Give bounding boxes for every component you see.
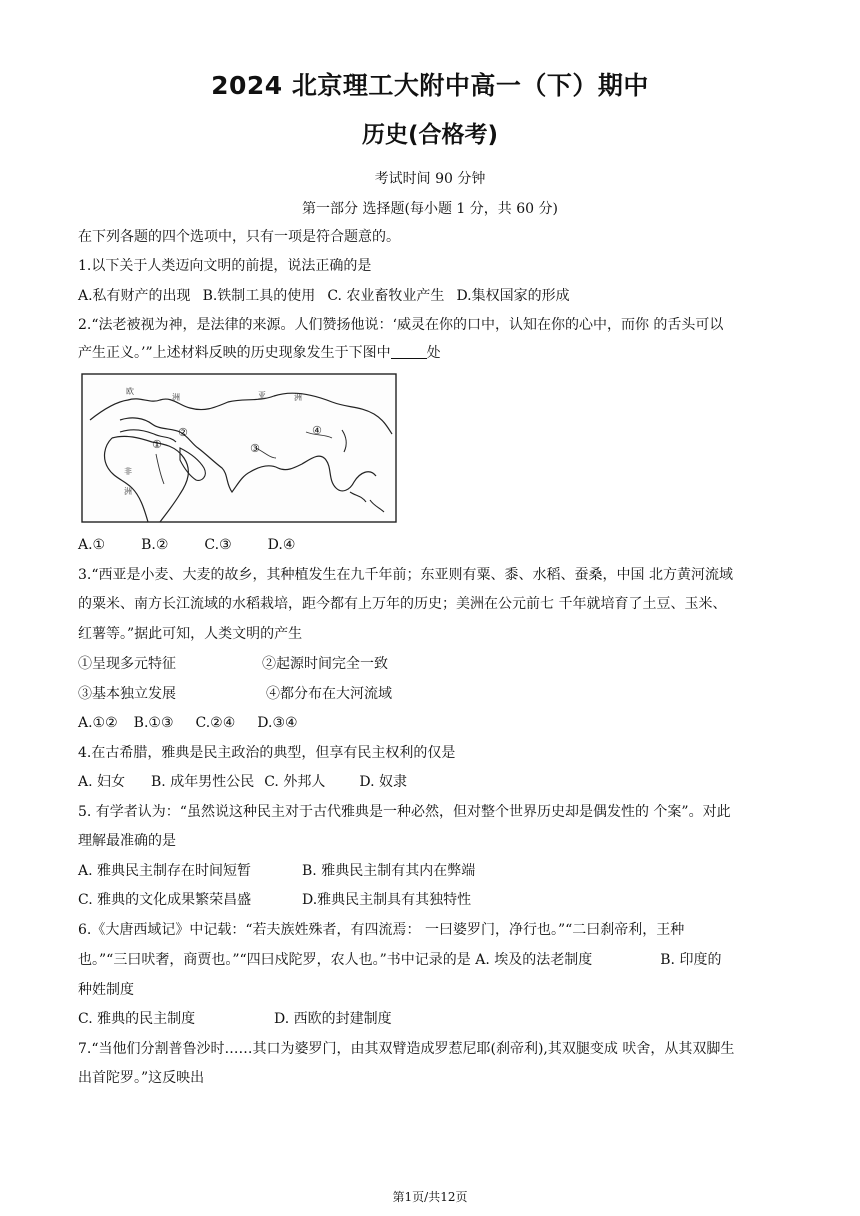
q3-option-b: B.①③ — [133, 715, 174, 731]
q1-option-a: A.私有财产的出现 — [78, 288, 191, 304]
q3-options — [78, 713, 784, 733]
map-marker-4: ④ — [312, 424, 322, 437]
world-map — [80, 372, 398, 524]
exam-subtitle: 历史(合格考) — [361, 122, 499, 148]
answer-blank — [391, 344, 427, 359]
q6-option-d: D. 西欧的封建制度 — [274, 1011, 392, 1027]
q3-option-d: D.③④ — [257, 715, 298, 731]
q2-option-c: C.③ — [204, 537, 232, 553]
q6-stem-line2 — [78, 950, 784, 970]
map-marker-2: ② — [178, 426, 188, 439]
q3-statement-3: ③基本独立发展 — [78, 686, 176, 702]
map-label-fei: 非 — [124, 467, 132, 476]
q4-stem: 4.在古希腊，雅典是民主政治的典型，但享有民主权利的仅是 — [78, 745, 456, 761]
q6-stem-line1: 6.《大唐西域记》中记载：“若夫族姓殊者，有四流焉： 一曰婆罗门，净行也。”“二曰刹帝利，王种 — [78, 922, 685, 938]
q2-stem-line1: 2.“法老被视为神，是法律的来源。人们赞扬他说：‘威灵在你的口中，认知在你的心中，而你 的舌头可以 — [78, 317, 724, 333]
q1-stem: 1.以下关于人类迈向文明的前提，说法正确的是 — [78, 258, 372, 274]
q2-option-d: D.④ — [267, 537, 296, 553]
q2-option-a: A.① — [78, 537, 106, 553]
q6-option-c: C. 雅典的民主制度 — [78, 1011, 196, 1027]
q4-options — [78, 772, 784, 792]
q5-option-d: D.雅典民主制具有其独特性 — [302, 892, 472, 908]
q1-options — [78, 286, 784, 306]
q5-option-c: C. 雅典的文化成果繁荣昌盛 — [78, 892, 252, 908]
map-label-zhou2: 洲 — [294, 393, 302, 402]
q1-option-b: B.铁制工具的使用 — [202, 288, 316, 304]
q2-options — [78, 535, 784, 555]
q3-statement-2: ②起源时间完全一致 — [262, 656, 388, 672]
q6-option-b-inline: B. 印度的 — [660, 952, 722, 968]
q6-option-a-inline: 也。”“三曰吠奢，商贾也。”“四曰戍陀罗，农人也。”书中记录的是 A. 埃及的法老制度 — [78, 952, 593, 968]
q5-option-a: A. 雅典民主制存在时间短暂 — [78, 863, 252, 879]
q5-option-b: B. 雅典民主制有其内在弊端 — [302, 863, 476, 879]
q1-option-c: C. 农业畜牧业产生 — [327, 288, 445, 304]
map-marker-3: ③ — [250, 442, 260, 455]
exam-title: 2024 北京理工大附中高一（下）期中 — [211, 71, 649, 100]
q7-stem-line1: 7.“当他们分割普鲁沙时……其口为婆罗门，由其双臂造成罗惹尼耶(刹帝利),其双腿变成 吠舍，从其双脚生 — [78, 1041, 735, 1057]
map-label-zhou1: 洲 — [172, 393, 180, 402]
q3-option-c: C.②④ — [195, 715, 236, 731]
q6-options-row2 — [78, 1009, 784, 1029]
q3-statement-1: ①呈现多元特征 — [78, 656, 176, 672]
q1-option-d: D.集权国家的形成 — [456, 288, 570, 304]
map-frame — [82, 374, 396, 522]
q3-statement-4: ④都分布在大河流域 — [266, 686, 392, 702]
part-title: 第一部分 选择题(每小题 1 分，共 60 分) — [302, 201, 558, 217]
q5-stem-line2: 理解最准确的是 — [78, 833, 176, 849]
exam-time: 考试时间 90 分钟 — [374, 171, 486, 187]
page-number: 第1页/共12页 — [392, 1190, 468, 1204]
q3-statements-row2 — [78, 684, 784, 704]
map-label-zhou3: 洲 — [124, 487, 132, 496]
instruction: 在下列各题的四个选项中，只有一项是符合题意的。 — [78, 229, 400, 245]
q5-options-row1 — [78, 861, 784, 881]
q3-stem-line3: 红薯等。”据此可知，人类文明的产生 — [78, 626, 303, 642]
q5-stem-line1: 5. 有学者认为：“虽然说这种民主对于古代雅典是一种必然，但对整个世界历史却是偶发性的 个案”。对此 — [78, 804, 731, 820]
q4-option-c: C. 外邦人 — [264, 774, 326, 790]
q2-stem-line2: 产生正义。’”上述材料反映的历史现象发生于下图中 处 — [78, 345, 441, 361]
q7-stem-line2: 出首陀罗。”这反映出 — [78, 1070, 205, 1086]
q4-option-d: D. 奴隶 — [359, 774, 407, 790]
map-marker-1: ① — [152, 438, 162, 451]
q6-stem-line3: 种姓制度 — [78, 982, 134, 998]
q2-option-b: B.② — [141, 537, 169, 553]
map-label-ya: 亚 — [258, 391, 266, 400]
q3-option-a: A.①② — [78, 715, 118, 731]
q4-option-b: B. 成年男性公民 — [151, 774, 255, 790]
world-map-figure — [80, 372, 398, 524]
q3-statements-row1 — [78, 654, 784, 674]
map-label-ou: 欧 — [126, 387, 134, 396]
q5-options-row2 — [78, 890, 784, 910]
q3-stem-line2: 的粟米、南方长江流域的水稻栽培，距今都有上万年的历史；美洲在公元前七 千年就培育了土豆、玉米、 — [78, 596, 727, 612]
q4-option-a: A. 妇女 — [78, 774, 126, 790]
q3-stem-line1: 3.“西亚是小麦、大麦的故乡，其种植发生在九千年前；东亚则有粟、黍、水稻、蚕桑，中国 北方黄河流域 — [78, 567, 733, 583]
